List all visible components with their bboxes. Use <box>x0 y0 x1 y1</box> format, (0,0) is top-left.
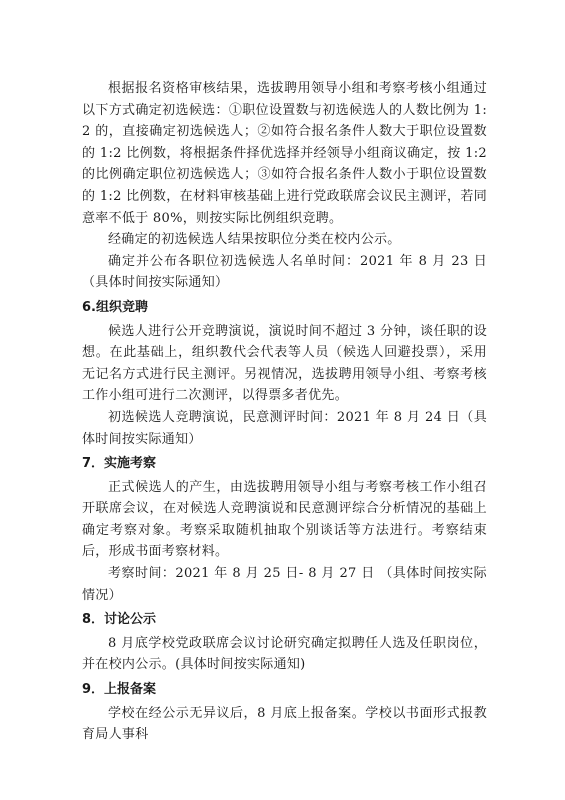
paragraph-speech-date: 初选候选人竞聘演说，民意测评时间：2021 年 8 月 24 日（具体时间按实际通知） <box>82 409 487 447</box>
paragraph-discussion: 8 月底学校党政联席会议讨论研究确定拟聘任人选及任职岗位，并在校内公示。(具体时间按实际通知) <box>82 635 487 673</box>
section-heading-9: 9．上报备案 <box>82 682 157 698</box>
paragraph-competition: 候选人进行公开竞聘演说，演说时间不超过 3 分钟，谈任职的设想。在此基础上，组织教代会代表等人员（候选人回避投票），采用无记名方式进行民主测评。另视情况，选拔聘用领导小组、考察考核工作小组可进行二次测评，以得票多者优先。 <box>82 323 487 404</box>
paragraph-inspection-date: 考察时间：2021 年 8 月 25 日- 8 月 27 日 （具体时间按实际情况） <box>82 566 487 603</box>
paragraph-inspection: 正式候选人的产生，由选拔聘用领导小组与考察考核工作小组召开联席会议，在对候选人竞聘演说和民意测评综合分析情况的基础上确定考察对象。考察采取随机抽取个别谈话等方法进行。考察结束后，形成书面考察材料。 <box>82 479 487 560</box>
paragraph-publicity: 经确定的初选候选人结果按职位分类在校内公示。 <box>108 232 401 248</box>
paragraph-filing: 学校在经公示无异议后，8 月底上报备案。学校以书面形式报教育局人事科 <box>82 705 487 743</box>
section-heading-8: 8．讨论公示 <box>82 612 157 628</box>
paragraph-candidate-list-date: 确定并公布各职位初选候选人名单时间：2021 年 8 月 23 日（具体时间按实际通知） <box>82 253 487 291</box>
section-heading-7: 7．实施考察 <box>82 456 157 472</box>
document-page <box>82 78 487 746</box>
section-heading-6: 6.组织竞聘 <box>82 299 148 315</box>
paragraph-candidate-selection: 根据报名资格审核结果，选拔聘用领导小组和考察考核小组通过以下方式确定初选候选：①职位设置数与初选候选人的人数比例为 1:2 的，直接确定初选候选人；②如符合报名条件人数大于职位设置数的 1:2 比例数，将根据条件择优选择并经领导小组商议确定，按 1:2 的比例确定职位初选候选人；③如符合报名条件人数小于职位设置数的 1:2 比例数，在材料审核基础上进行党政联席会议民主测评，若同意率不低于 80%，则按实际比例组织竞聘。 <box>82 81 487 226</box>
